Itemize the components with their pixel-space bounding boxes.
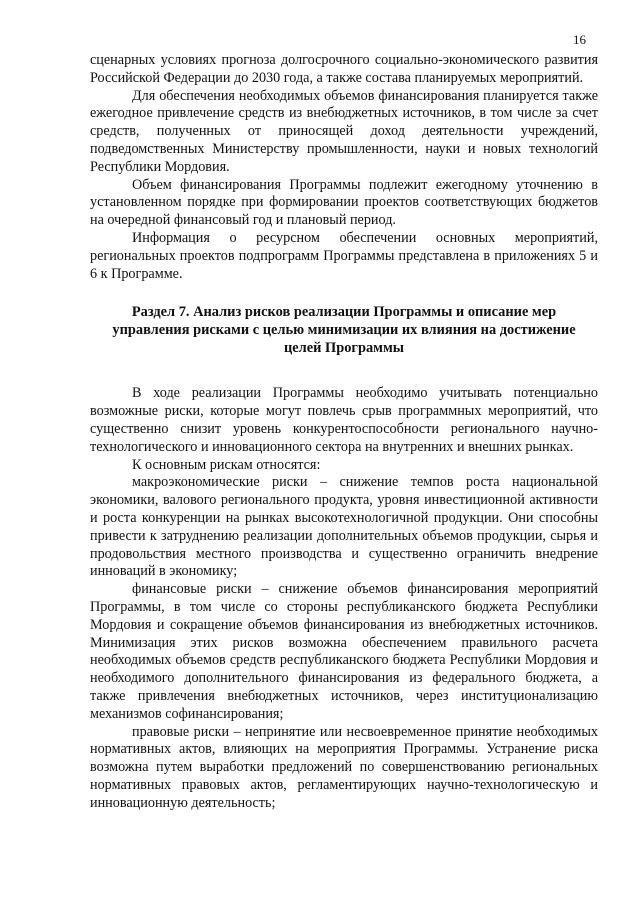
paragraph: сценарных условиях прогноза долгосрочного социально-экономического развития Российской Федерации до 2030 года, а также состава планируемых мероприятий. [90, 52, 598, 86]
paragraph: Информация о ресурсном обеспечении основных мероприятий, региональных проектов подпрограмм Программы представлена в приложениях 5 и 6 к Программе. [90, 229, 598, 282]
list-item-risk: финансовые риски – снижение объемов финансирования мероприятий Программы, в том числе со стороны республиканского бюджета Республики Мордовия и сокращение объемов финансирования из внебюджетных источников. Минимизация этих рисков возможна обеспечением правильного расчета необходимых объемов средств республиканского бюджета Республики Мордовия и необходимого дополнительного финансирования из федерального бюджета, а также привлечения внебюджетных источников, через институционализацию механизмов софинансирования; [90, 581, 598, 722]
list-item-risk: правовые риски – непринятие или несвоевременное принятие необходимых нормативных актов, влияющих на мероприятия Программы. Устранение риска возможна путем выработки предложений по совершенствованию региональных нормативных правовых актов, регламентирующих научно-технологическую и инновационную деятельность; [90, 723, 598, 811]
list-item-risk: макроэкономические риски – снижение темпов роста национальной экономики, валового регионального продукта, уровня инвестиционной активности и роста конкуренции на рынках высокотехнологичной продукции. Они способны привести к затруднению реализации дополнительных объемов продукции, сырья и продовольствия местного производства и существенно ограничить внедрение инноваций в экономику; [90, 474, 598, 580]
page-number: 16 [573, 32, 586, 47]
paragraph: Объем финансирования Программы подлежит ежегодному уточнению в установленном порядке при формировании проектов соответствующих бюджетов на очередной финансовый год и плановый период. [90, 176, 598, 229]
document-body [90, 52, 598, 812]
section-heading: Раздел 7. Анализ рисков реализации Программы и описание мер управления рисками с целью минимизации их влияния на достижение целей Программы [112, 304, 576, 357]
paragraph: В ходе реализации Программы необходимо учитывать потенциально возможные риски, которые могут повлечь срыв программных мероприятий, что существенно снизит уровень конкурентоспособности регионального научно-технологического и инновационного сектора на внутренних и внешних рынках. [90, 385, 598, 455]
paragraph: К основным рискам относятся: [132, 456, 321, 473]
paragraph: Для обеспечения необходимых объемов финансирования планируется также ежегодное привлечение средств из внебюджетных источников, в том числе за счет средств, полученных от приносящей доход деятельности учреждений, подведомственных Министерству промышленности, науки и новых технологий Республики Мордовия. [90, 87, 598, 175]
